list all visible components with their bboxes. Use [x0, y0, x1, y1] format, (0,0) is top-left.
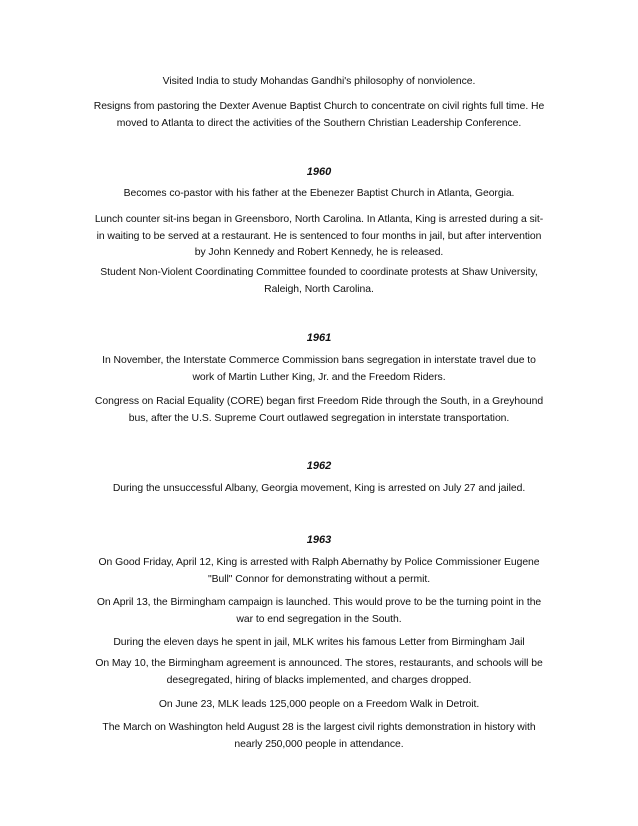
entry-1961-2: Congress on Racial Equality (CORE) began first Freedom Ride through the South, in a Greyhound bus, after the U.S. Supreme Court outlawed segregation in interstate transportation.	[94, 396, 544, 424]
entry-1960-1: Becomes co-pastor with his father at the Ebenezer Baptist Church in Atlanta, Georgia.	[123, 188, 515, 199]
year-heading-1961: 1961	[306, 332, 332, 344]
year-heading-1962: 1962	[306, 460, 332, 472]
entry-1960-2: Lunch counter sit-ins began in Greensboro, North Carolina. In Atlanta, King is arrested during a sit-in waiting to be served at a restaurant. He is sentenced to four months in jail, but after intervention by John Kennedy and Robert Kennedy, he is released.	[94, 214, 544, 258]
entry-1961-1: In November, the Interstate Commerce Commission bans segregation in interstate travel due to work of Martin Luther King, Jr. and the Freedom Riders.	[102, 355, 536, 383]
entry-1962-1: During the unsuccessful Albany, Georgia movement, King is arrested on July 27 and jailed.	[112, 483, 526, 494]
entry-1963-4: On May 10, the Birmingham agreement is announced. The stores, restaurants, and schools will be desegregated, hiring of blacks implemented, and charges dropped.	[95, 658, 543, 686]
entry-1963-5: On June 23, MLK leads 125,000 people on a Freedom Walk in Detroit.	[158, 699, 480, 710]
year-heading-1963: 1963	[306, 534, 332, 546]
intro-paragraph-1: Visited India to study Mohandas Gandhi's philosophy of nonviolence.	[162, 76, 476, 87]
entry-1963-1: On Good Friday, April 12, King is arrested with Ralph Abernathy by Police Commissioner Eugene "Bull" Connor for demonstrating without a permit.	[98, 557, 540, 585]
entry-1963-6: The March on Washington held August 28 is the largest civil rights demonstration in history with nearly 250,000 people in attendance.	[102, 722, 536, 750]
intro-paragraph-2: Resigns from pastoring the Dexter Avenue Baptist Church to concentrate on civil rights full time. He moved to Atlanta to direct the activities of the Southern Christian Leadership Conference.	[93, 101, 545, 129]
entry-1960-3: Student Non-Violent Coordinating Committee founded to coordinate protests at Shaw University, Raleigh, North Carolina.	[100, 267, 538, 295]
entry-1963-2: On April 13, the Birmingham campaign is launched. This would prove to be the turning point in the war to end segregation in the South.	[96, 597, 542, 625]
year-heading-1960: 1960	[306, 166, 332, 178]
entry-1963-3: During the eleven days he spent in jail, MLK writes his famous Letter from Birmingham Jail	[113, 637, 525, 648]
